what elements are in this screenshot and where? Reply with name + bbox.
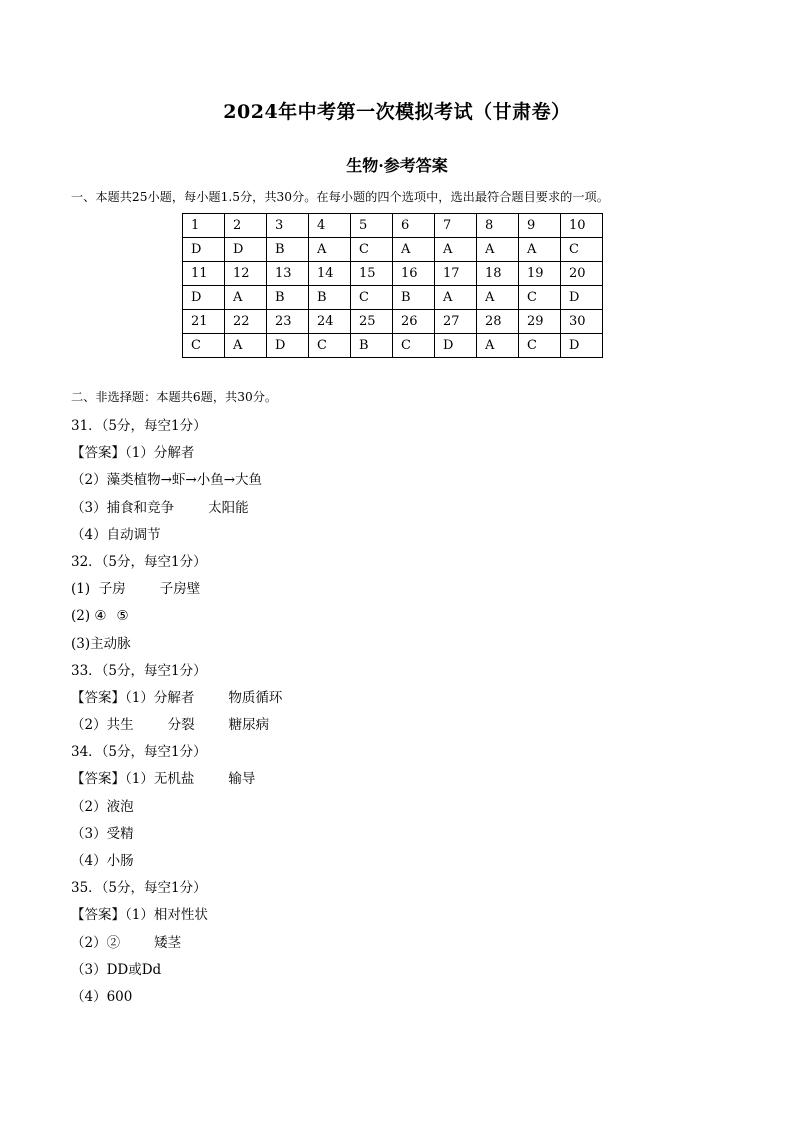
table-cell: C bbox=[183, 334, 225, 358]
table-cell: C bbox=[351, 238, 393, 262]
answer-line bbox=[71, 715, 282, 742]
table-cell: D bbox=[225, 238, 267, 262]
table-cell: C bbox=[561, 238, 603, 262]
answer-text: （3）DD或Dd bbox=[71, 961, 162, 978]
section-heading-choice: 一、本题共25小题，每小题1.5分，共30分。在每小题的四个选项中，选出最符合题目要求的一项。 bbox=[71, 190, 609, 204]
answer-text: 子房壁 bbox=[159, 581, 201, 598]
table-cell: 7 bbox=[435, 214, 477, 238]
answer-line bbox=[71, 661, 282, 688]
table-cell: 20 bbox=[561, 262, 603, 286]
table-cell: A bbox=[435, 238, 477, 262]
table-cell: 18 bbox=[477, 262, 519, 286]
answer-text: 矮茎 bbox=[154, 934, 182, 951]
table-cell: 25 bbox=[351, 310, 393, 334]
table-cell: D bbox=[183, 238, 225, 262]
table-cell: 4 bbox=[309, 214, 351, 238]
answer-line bbox=[71, 634, 282, 661]
table-cell: 6 bbox=[393, 214, 435, 238]
answer-text: 糖尿病 bbox=[228, 717, 270, 734]
answer-text: (1) 子房 bbox=[71, 581, 126, 598]
table-cell: 11 bbox=[183, 262, 225, 286]
table-cell: B bbox=[393, 286, 435, 310]
answer-lines bbox=[71, 416, 282, 1014]
table-row bbox=[183, 310, 603, 334]
table-cell: 28 bbox=[477, 310, 519, 334]
table-row bbox=[183, 262, 603, 286]
table-cell: 2 bbox=[225, 214, 267, 238]
table-cell: 21 bbox=[183, 310, 225, 334]
table-cell: A bbox=[435, 286, 477, 310]
table-cell: 17 bbox=[435, 262, 477, 286]
page-title: 2024年中考第一次模拟考试（甘肃卷） bbox=[223, 101, 571, 123]
answer-line bbox=[71, 498, 282, 525]
table-cell: C bbox=[393, 334, 435, 358]
table-row bbox=[183, 286, 603, 310]
table-cell: 27 bbox=[435, 310, 477, 334]
answer-text: 输导 bbox=[228, 771, 256, 788]
answer-text: （2）共生 bbox=[71, 717, 134, 734]
answer-line bbox=[71, 470, 282, 497]
answer-line bbox=[71, 579, 282, 606]
answer-line bbox=[71, 606, 282, 633]
table-cell: 9 bbox=[519, 214, 561, 238]
answer-text: （4）自动调节 bbox=[71, 526, 161, 543]
table-cell: A bbox=[477, 286, 519, 310]
table-cell: B bbox=[267, 286, 309, 310]
table-cell: C bbox=[519, 286, 561, 310]
table-cell: 16 bbox=[393, 262, 435, 286]
table-cell: A bbox=[225, 334, 267, 358]
answer-text: 太阳能 bbox=[208, 499, 249, 516]
answer-line bbox=[71, 960, 282, 987]
answer-text: （3）捕食和竞争 bbox=[71, 499, 175, 516]
answer-line bbox=[71, 987, 282, 1014]
table-cell: A bbox=[519, 238, 561, 262]
table-cell: D bbox=[435, 334, 477, 358]
answer-text: （4）600 bbox=[71, 988, 133, 1005]
answer-line bbox=[71, 933, 282, 960]
table-cell: 5 bbox=[351, 214, 393, 238]
table-row bbox=[183, 238, 603, 262]
answer-line bbox=[71, 443, 282, 470]
answer-text: 【答案】（1）相对性状 bbox=[71, 907, 208, 924]
answer-text: 【答案】（1）无机盐 bbox=[71, 771, 195, 788]
answer-text: (2) ④ bbox=[71, 608, 107, 625]
table-cell: C bbox=[309, 334, 351, 358]
table-row bbox=[183, 334, 603, 358]
table-cell: 26 bbox=[393, 310, 435, 334]
section-heading-nonchoice: 二、非选择题：本题共6题，共30分。 bbox=[71, 390, 278, 404]
table-cell: 14 bbox=[309, 262, 351, 286]
table-cell: D bbox=[267, 334, 309, 358]
answer-line bbox=[71, 552, 282, 579]
table-cell: 10 bbox=[561, 214, 603, 238]
table-cell: 12 bbox=[225, 262, 267, 286]
answer-text: ⑤ bbox=[116, 608, 129, 625]
answer-line bbox=[71, 797, 282, 824]
table-cell: D bbox=[561, 286, 603, 310]
page-subtitle: 生物·参考答案 bbox=[346, 156, 448, 175]
answer-text: （2）液泡 bbox=[71, 798, 134, 815]
table-cell: 24 bbox=[309, 310, 351, 334]
table-cell: D bbox=[183, 286, 225, 310]
answer-text: 33．（5分，每空1分） bbox=[71, 662, 207, 679]
answer-line bbox=[71, 878, 282, 905]
table-cell: A bbox=[477, 238, 519, 262]
table-cell: 19 bbox=[519, 262, 561, 286]
answer-text: （2）藻类植物→虾→小鱼→大鱼 bbox=[71, 472, 263, 489]
answer-text: 34．（5分，每空1分） bbox=[71, 744, 207, 761]
table-cell: B bbox=[351, 334, 393, 358]
answer-text: （2）② bbox=[71, 934, 121, 951]
table-cell: 8 bbox=[477, 214, 519, 238]
table-cell: A bbox=[225, 286, 267, 310]
answer-text: （4）小肠 bbox=[71, 853, 134, 869]
answer-line bbox=[71, 416, 282, 443]
answer-line bbox=[71, 688, 282, 715]
table-cell: C bbox=[351, 286, 393, 310]
answer-text: （3）受精 bbox=[71, 825, 134, 842]
table-cell: 13 bbox=[267, 262, 309, 286]
table-cell: 22 bbox=[225, 310, 267, 334]
table-cell: B bbox=[267, 238, 309, 262]
answer-line bbox=[71, 905, 282, 932]
answer-text: 分裂 bbox=[167, 717, 195, 734]
table-cell: A bbox=[309, 238, 351, 262]
table-cell: A bbox=[393, 238, 435, 262]
table-cell: 1 bbox=[183, 214, 225, 238]
answer-text: 物质循环 bbox=[228, 689, 283, 706]
table-cell: D bbox=[561, 334, 603, 358]
answer-line bbox=[71, 851, 282, 878]
answer-line bbox=[71, 769, 282, 796]
table-cell: 15 bbox=[351, 262, 393, 286]
table-cell: 23 bbox=[267, 310, 309, 334]
answer-line bbox=[71, 824, 282, 851]
table-cell: B bbox=[309, 286, 351, 310]
table-cell: 3 bbox=[267, 214, 309, 238]
answer-text: 【答案】（1）分解者 bbox=[71, 689, 195, 706]
table-row bbox=[183, 214, 603, 238]
answer-table bbox=[182, 213, 603, 358]
answer-text: 35．（5分，每空1分） bbox=[71, 880, 207, 897]
answer-text: 【答案】（1）分解者 bbox=[71, 445, 195, 462]
table-cell: A bbox=[477, 334, 519, 358]
answer-text: 31．（5分，每空1分） bbox=[71, 418, 207, 434]
answer-text: 32．（5分，每空1分） bbox=[71, 553, 207, 570]
table-cell: 30 bbox=[561, 310, 603, 334]
answer-line bbox=[71, 525, 282, 552]
table-cell: 29 bbox=[519, 310, 561, 334]
table-cell: C bbox=[519, 334, 561, 358]
answer-line bbox=[71, 742, 282, 769]
answer-text: (3)主动脉 bbox=[71, 635, 131, 652]
